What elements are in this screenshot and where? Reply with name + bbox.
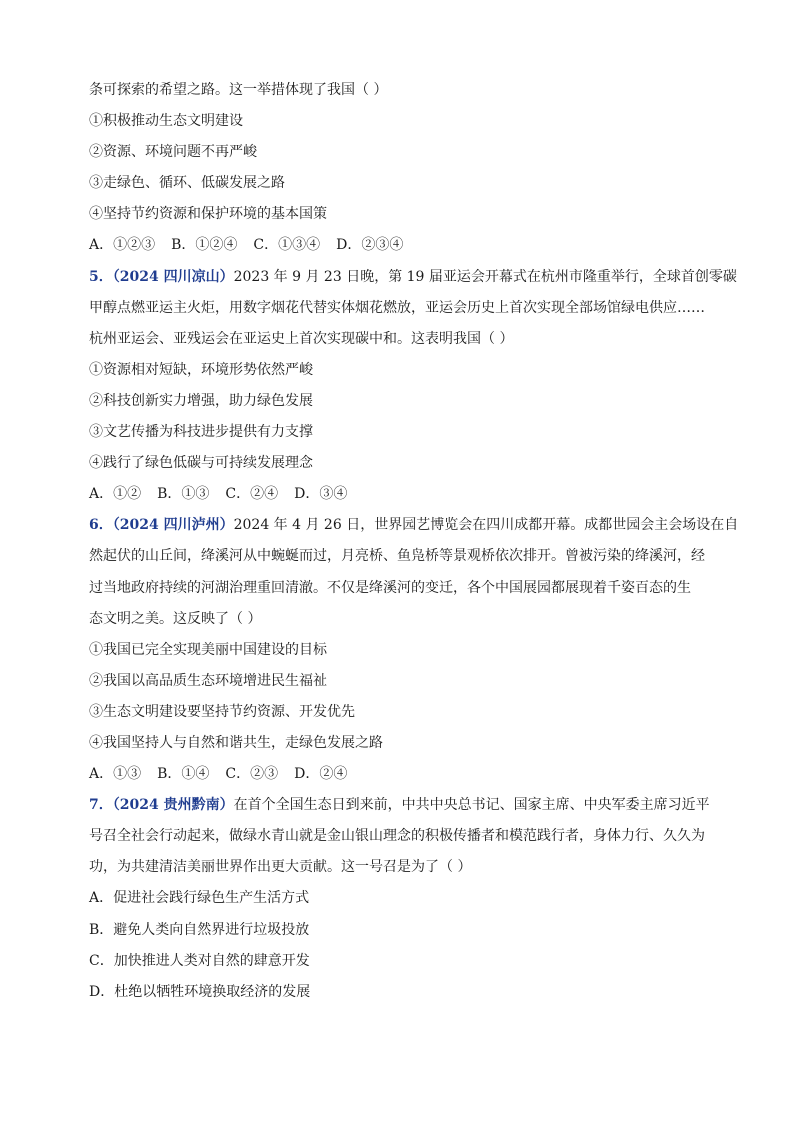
q4-choice-d: D．②③④ xyxy=(336,237,404,254)
q4-stem-tail: 条可探索的希望之路。这一举措体现了我国（ ） xyxy=(89,82,388,98)
q5-choices xyxy=(89,482,709,513)
q5-item-4: ④践行了绿色低碳与可持续发展理念 xyxy=(89,455,313,472)
q4-item-3: ③走绿色、循环、低碳发展之路 xyxy=(89,175,285,192)
q6-item-1: ①我国已完全实现美丽中国建设的目标 xyxy=(89,641,327,658)
q7-source: （2024 贵州黔南） xyxy=(112,797,234,814)
q5-stem-line-3: 杭州亚运会、亚残运会在亚运史上首次实现碳中和。这表明我国（ ） xyxy=(89,330,514,347)
q5-choice-d: D．③④ xyxy=(294,486,348,503)
q5-item-3: ③文艺传播为科技进步提供有力支撑 xyxy=(89,424,313,441)
q4-choices xyxy=(89,233,709,264)
q6-choice-d: D．②④ xyxy=(294,766,348,783)
q5-number: 5． xyxy=(89,268,113,285)
q7-stem-line-3: 功，为共建清洁美丽世界作出更大贡献。这一号召是为了（ ） xyxy=(89,859,472,876)
q5-item-1: ①资源相对短缺，环境形势依然严峻 xyxy=(89,361,313,378)
q5-stem-line-1 xyxy=(89,265,737,296)
document-page xyxy=(89,78,739,1011)
q6-choice-c: C．②③ xyxy=(225,766,279,783)
q5-item-2: ②科技创新实力增强，助力绿色发展 xyxy=(89,392,313,409)
q6-stem-text-1: 2024 年 4 月 26 日，世界园艺博览会在四川成都开幕。成都世园会主会场设在自 xyxy=(233,517,739,534)
q4-item-1: ①积极推动生态文明建设 xyxy=(89,113,243,130)
q4-choice-b: B．①②④ xyxy=(171,237,238,254)
q6-source: （2024 四川泸州） xyxy=(112,517,234,534)
q5-choice-a: A．①② xyxy=(89,486,142,503)
q5-choice-b: B．①③ xyxy=(157,486,210,503)
q7-choice-a: A．促进社会践行绿色生产生活方式 xyxy=(89,890,310,907)
q7-choice-d: D．杜绝以牺牲环境换取经济的发展 xyxy=(89,983,311,1000)
q7-stem-line-1 xyxy=(89,793,709,824)
q4-item-2: ②资源、环境问题不再严峻 xyxy=(89,144,257,161)
q6-stem-line-4: 态文明之美。这反映了（ ） xyxy=(89,610,262,627)
q5-choice-c: C．②④ xyxy=(225,486,279,503)
q6-item-3: ③生态文明建设要坚持节约资源、开发优先 xyxy=(89,703,355,720)
q6-stem-line-3: 过当地政府持续的河湖治理重回清澈。不仅是绛溪河的变迁，各个中国展园都展现着千姿百态的生 xyxy=(89,579,691,596)
q6-number: 6． xyxy=(89,517,113,534)
q6-stem-line-1 xyxy=(89,513,739,544)
q6-item-2: ②我国以高品质生态环境增进民生福祉 xyxy=(89,672,327,689)
q6-choice-b: B．①④ xyxy=(157,766,210,783)
q5-stem-text-1: 2023 年 9 月 23 日晚，第 19 届亚运会开幕式在杭州市隆重举行，全球首创零碳 xyxy=(233,268,737,285)
q4-choice-a: A．①②③ xyxy=(89,237,156,254)
q7-number: 7． xyxy=(89,797,113,814)
q6-choices xyxy=(89,762,709,793)
q6-choice-a: A．①③ xyxy=(89,766,142,783)
q7-choice-c: C．加快推进人类对自然的肆意开发 xyxy=(89,952,310,969)
q6-item-4: ④我国坚持人与自然和谐共生，走绿色发展之路 xyxy=(89,734,383,751)
q4-choice-c: C．①③④ xyxy=(253,237,321,254)
q7-stem-line-2: 号召全社会行动起来，做绿水青山就是金山银山理念的积极传播者和模范践行者，身体力行、久久为 xyxy=(89,828,705,845)
q5-source: （2024 四川凉山） xyxy=(112,268,234,285)
q6-stem-line-2: 然起伏的山丘间，绛溪河从中蜿蜒而过，月亮桥、鱼凫桥等景观桥依次排开。曾被污染的绛溪河，经 xyxy=(89,548,705,565)
q5-stem-line-2: 甲醇点燃亚运主火炬，用数字烟花代替实体烟花燃放，亚运会历史上首次实现全部场馆绿电供应…… xyxy=(89,299,705,316)
q7-stem-text-1: 在首个全国生态日到来前，中共中央总书记、国家主席、中央军委主席习近平 xyxy=(233,797,710,814)
q7-choice-b: B．避免人类向自然界进行垃圾投放 xyxy=(89,921,310,938)
q4-item-4: ④坚持节约资源和保护环境的基本国策 xyxy=(89,206,327,223)
